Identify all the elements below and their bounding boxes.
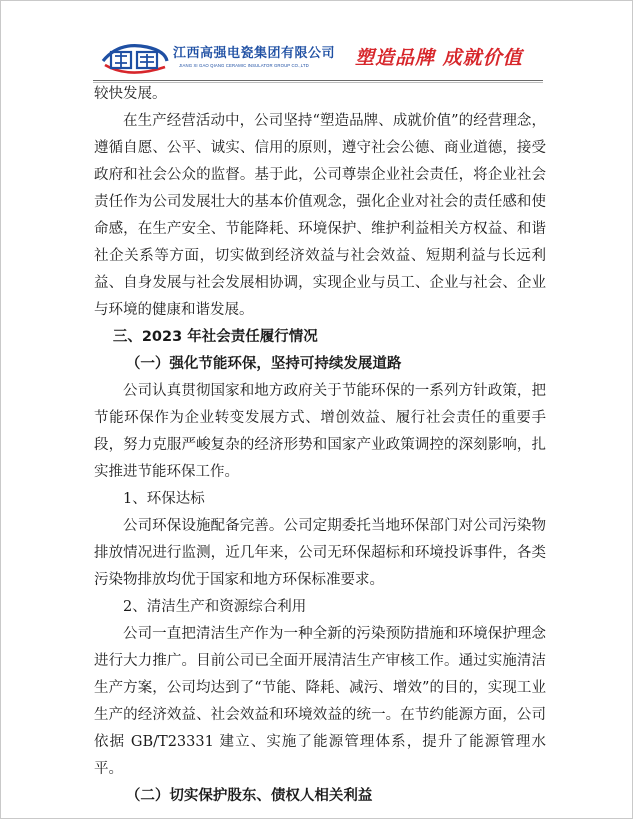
paragraph-environment-compliance: 公司环保设施配备完善。公司定期委托当地环保部门对公司污染物排放情况进行监测，近几年来，公司无环保超标和环境投诉事件，各类污染物排放均优于国家和地方环保标准要求。 <box>94 518 546 588</box>
document-body <box>94 81 546 810</box>
paragraph-energy-policy: 公司认真贯彻国家和地方政府关于节能环保的一系列方针政策，把节能环保作为企业转变发展方式、增创效益、履行社会责任的重要手段，努力克服严峻复杂的经济形势和国家产业政策调控的深刻影响，扎实推进节能环保工作。 <box>94 383 546 480</box>
paragraph-continuation: 较快发展。 <box>94 86 167 102</box>
paragraph-business-philosophy: 在生产经营活动中，公司坚持“塑造品牌、成就价值”的经营理念，遵循自愿、公平、诚实、信用的原则，遵守社会公德、商业道德，接受政府和社会公众的监督。基于此，公司尊崇企业社会责任，将企业社会责任作为公司发展壮大的基本价值观念，强化企业对社会的责任感和使命感，在生产安全、节能降耗、环境保护、维护利益相关方权益、和谐社企关系等方面，切实做到经济效益与社会效益、短期利益与长远利益、自身发展与社会发展相协调，实现企业与员工、企业与社会、企业与环境的健康和谐发展。 <box>94 113 546 318</box>
paragraph-clean-production: 公司一直把清洁生产作为一种全新的污染预防措施和环境保护理念进行大力推广。目前公司已全面开展清洁生产审核工作。通过实施清洁生产方案，公司均达到了“节能、降耗、减污、增效”的目的，实现工业生产的经济效益、社会效益和环境效益的统一。在节约能源方面，公司依据 GB/T23331 建立、实施了能源管理体系，提升了能源管理水平。 <box>94 626 546 777</box>
item-heading-2: 2、清洁生产和资源综合利用 <box>123 599 307 615</box>
item-heading-1: 1、环保达标 <box>123 491 205 507</box>
subsection-heading-1: （一）强化节能环保，坚持可持续发展道路 <box>125 356 402 372</box>
company-name-en: JIANG XI GAO QIANG CERAMIC INSULATOR GROUP CO.,LTD <box>179 63 309 68</box>
company-name-cn: 江西高强电瓷集团有限公司 <box>173 46 336 61</box>
slogan: 塑造品牌 成就价值 <box>355 47 523 69</box>
company-logo-icon <box>99 39 171 79</box>
subsection-heading-2: （二）切实保护股东、债权人相关利益 <box>125 788 373 804</box>
section-heading-3: 三、2023 年社会责任履行情况 <box>112 329 318 345</box>
page-header <box>1 1 634 81</box>
